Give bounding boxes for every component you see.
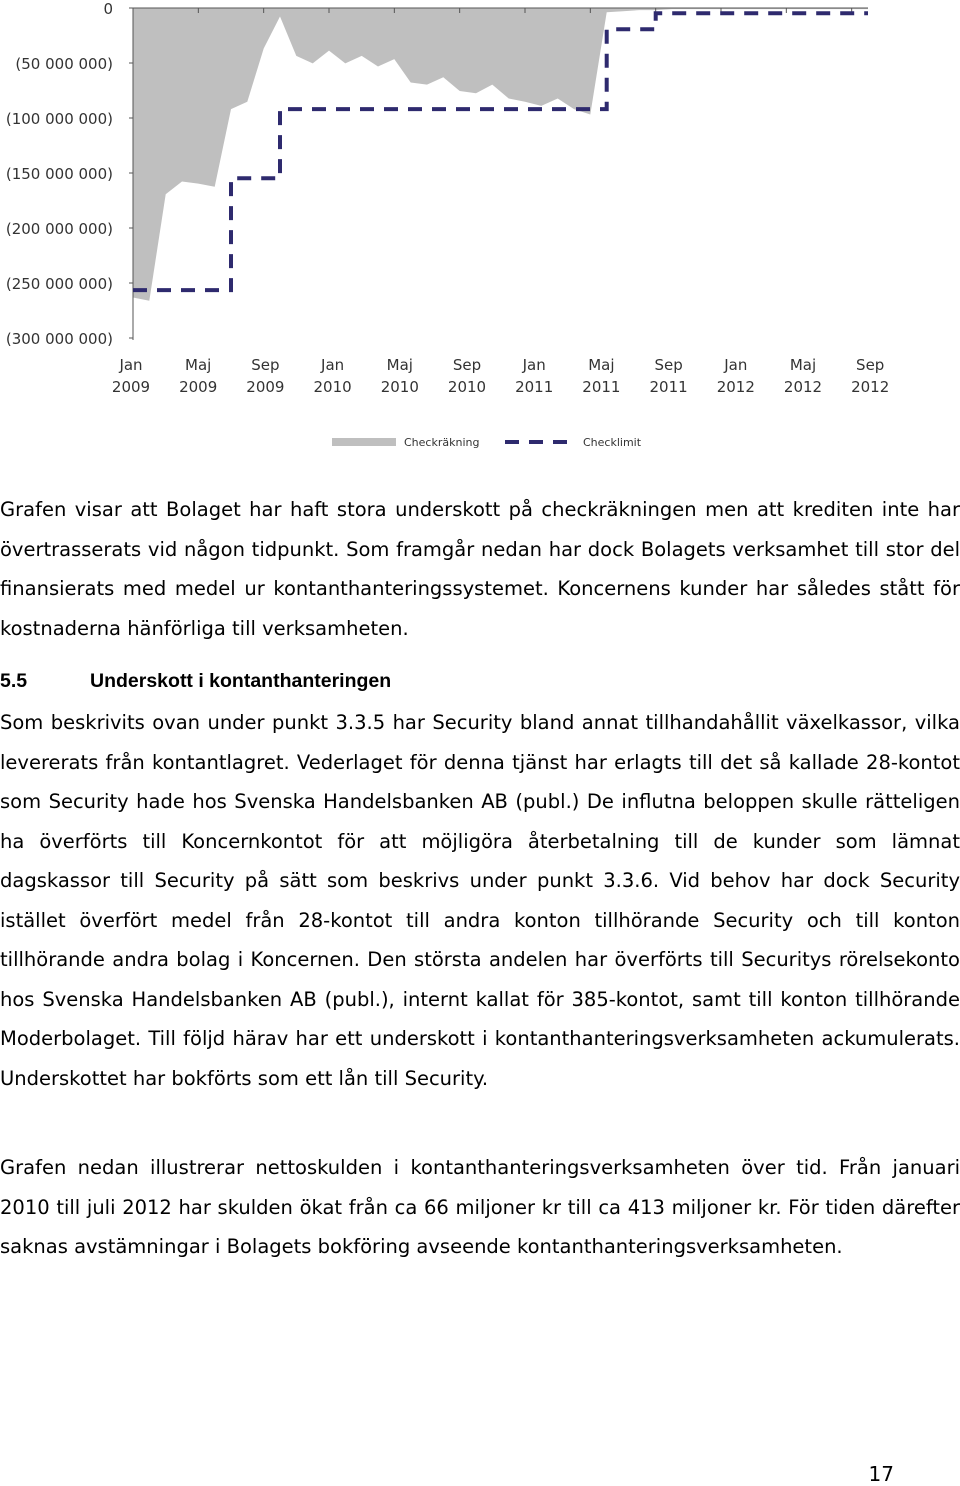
x-tick-label-month: Maj	[789, 356, 817, 374]
x-tick-label-month: Jan	[119, 356, 143, 374]
y-tick-label: (250 000 000)	[5, 275, 113, 293]
y-tick-label: 0	[103, 0, 113, 18]
x-tick-label-month: Sep	[654, 356, 683, 374]
legend-label-checkrakning: Checkräkning	[404, 436, 480, 449]
x-tick-label-month: Jan	[522, 356, 546, 374]
x-tick-label-month: Sep	[856, 356, 885, 374]
page-number: 17	[868, 1462, 894, 1486]
x-tick-label-year: 2010	[380, 378, 419, 396]
x-tick-label-month: Maj	[185, 356, 212, 374]
x-tick-label-month: Sep	[452, 356, 482, 374]
x-tick-label-month: Jan	[724, 356, 748, 374]
y-tick-label: (300 000 000)	[5, 330, 113, 348]
section-title: Underskott i kontanthanteringen	[90, 670, 392, 692]
x-tick-label-year: 2012	[783, 378, 823, 396]
x-tick-label-year: 2010	[313, 378, 352, 396]
x-tick-label-year: 2009	[111, 378, 151, 396]
section-heading	[0, 662, 960, 701]
x-tick-label-month: Maj	[588, 356, 615, 374]
legend-label-checklimit: Checklimit	[583, 436, 642, 449]
overdraft-chart	[0, 0, 960, 460]
y-tick-label: (200 000 000)	[5, 220, 113, 238]
chart-area-layer	[133, 8, 868, 301]
y-tick-labels	[6, 0, 113, 348]
x-tick-label-month: Sep	[251, 356, 280, 374]
x-tick-label-year: 2010	[447, 378, 487, 396]
y-tick-label: (50 000 000)	[15, 55, 113, 73]
chart-legend	[332, 436, 642, 449]
x-tick-label-year: 2011	[649, 378, 688, 396]
series-checkrakning-area	[133, 8, 868, 301]
x-tick-label-year: 2012	[716, 378, 755, 396]
x-tick-label-year: 2009	[246, 378, 285, 396]
x-tick-label-year: 2011	[582, 378, 621, 396]
x-tick-label-year: 2011	[515, 378, 554, 396]
x-tick-label-month: Maj	[386, 356, 413, 374]
legend-swatch-checkrakning	[332, 438, 396, 446]
paragraph-1: Grafen visar att Bolaget har haft stora underskott på checkräkningen men att krediten inte har övertrasserats vid någon tidpunkt. Som framgår nedan har dock Bolagets verksamhet till stor del finansierats med medel ur kontanthanteringssystemet. Koncernens kunder har således stått för kostnaderna hänförliga till verksamheten.	[0, 498, 960, 640]
x-tick-label-year: 2012	[851, 378, 890, 396]
paragraph-2: Som beskrivits ovan under punkt 3.3.5 har Security bland annat tillhandahållit växelkassor, vilka levererats från kontantlagret. Vederlaget för denna tjänst har erlagts till det så kallade 28-kontot som Security hade hos Svenska Handelsbanken AB (publ.) De influtna beloppen skulle rätteligen ha överförts till Koncernkontot för att möjligöra återbetalning till de kunder som lämnat dagskassor till Security på sätt som beskrivs under punkt 3.3.6. Vid behov har dock Security istället överfört medel från 28-kontot till andra konton tillhörande Security och till konton tillhörande andra bolag i Koncernen. Den största andelen har överförts till Securitys rörelsekonto hos Svenska Handelsbanken AB (publ.), internt kallat för 385-kontot, samt till konton tillhörande Moderbolaget. Till följd härav har ett underskott i kontanthanteringsverksamheten ackumulerats. Underskottet har bokförts som ett lån till Security.	[0, 711, 960, 1090]
y-tick-label: (150 000 000)	[5, 165, 113, 183]
x-tick-label-year: 2009	[179, 378, 218, 396]
y-tick-label: (100 000 000)	[5, 110, 113, 128]
x-tick-label-month: Jan	[321, 356, 345, 374]
paragraph-3: Grafen nedan illustrerar nettoskulden i kontanthanteringsverksamheten över tid. Från januari 2010 till juli 2012 har skulden ökat från ca 66 miljoner kr till ca 413 miljoner kr. För tiden därefter saknas avstämningar i Bolagets bokföring avseende kontanthanteringsverksamheten.	[0, 1156, 960, 1258]
x-tick-labels	[112, 356, 889, 396]
section-number: 5.5	[0, 670, 28, 692]
